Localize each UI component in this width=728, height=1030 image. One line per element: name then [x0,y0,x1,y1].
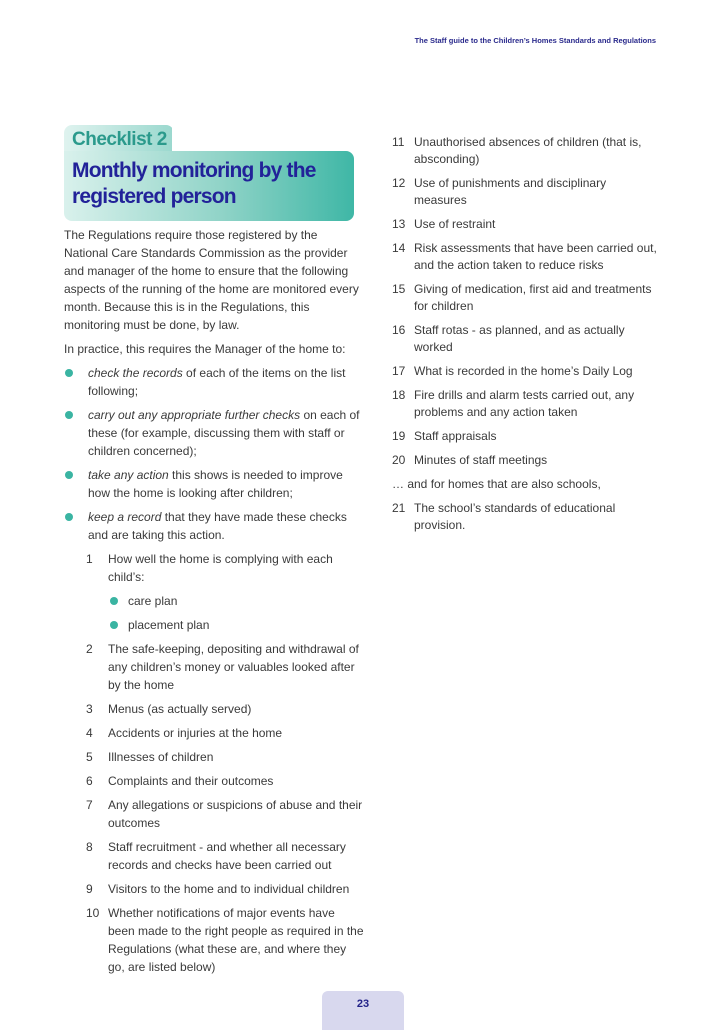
checklist-item: 9 Visitors to the home and to individual children [86,882,350,896]
checklist-item: 13 Use of restraint [392,217,496,231]
bullet-dot-icon [110,621,118,629]
checklist-banner [64,125,354,221]
duty-item: check the records of each of the items on the list following; [64,364,364,400]
checklist-item: 12 Use of punishments and disciplinary measures [392,176,607,207]
checklist-item: 2 The safe-keeping, depositing and withdrawal of any children’s money or valuables looked after by the home [86,642,359,692]
sub-item: placement plan [64,616,364,634]
bullet-dot-icon [65,513,73,521]
checklist-item: 14 Risk assessments that have been carried out, and the action taken to reduce risks [392,241,657,272]
intro-lead: In practice, this requires the Manager of the home to: [64,342,346,356]
checklist-item: 19 Staff appraisals [392,429,497,443]
right-column [392,134,662,541]
checklist-item: 20 Minutes of staff meetings [392,453,548,467]
bullet-dot-icon [110,597,118,605]
bullet-dot-icon [65,471,73,479]
checklist-item: 15 Giving of medication, first aid and treatments for children [392,282,652,313]
checklist-title: Monthly monitoring by the registered person [72,159,316,208]
checklist-item: 1 How well the home is complying with each child’s: [86,552,333,584]
running-header: The Staff guide to the Children’s Homes Standards and Regulations [414,36,656,45]
checklist-item: 18 Fire drills and alarm tests carried out, any problems and any action taken [392,388,635,419]
checklist-item: 5 Illnesses of children [86,750,214,764]
checklist-item: 4 Accidents or injuries at the home [86,726,283,740]
checklist-item: 16 Staff rotas - as planned, and as actually worked [392,323,625,354]
checklist-item: 21 The school’s standards of educational provision. [392,501,616,532]
checklist-item: 17 What is recorded in the home’s Daily Log [392,364,633,378]
checklist-item: 6 Complaints and their outcomes [86,774,274,788]
checklist-item: 8 Staff recruitment - and whether all necessary records and checks have been carried out [86,840,346,872]
schools-note: … and for homes that are also schools, [392,477,601,491]
bullet-dot-icon [65,411,73,419]
duty-item: take any action this shows is needed to improve how the home is looking after children; [64,466,364,502]
duty-item: carry out any appropriate further checks on each of these (for example, discussing them with staff or children concerned); [64,406,364,460]
checklist-item: 3 Menus (as actually served) [86,702,252,716]
left-column [64,226,364,982]
page-number: 23 [322,991,404,1030]
checklist-item: 7 Any allegations or suspicions of abuse and their outcomes [86,798,363,830]
checklist-item: 11 Unauthorised absences of children (that is, absconding) [392,135,642,166]
checklist-item: 10 Whether notifications of major events have been made to the right people as required in the Regulations (what these are, and where they go, are listed below) [86,906,364,974]
duty-item: keep a record that they have made these checks and are taking this action. [64,508,364,544]
intro-paragraph: The Regulations require those registered by the National Care Standards Commission as the provider and manager of the home to ensure that the following aspects of the running of the home are monitored every month. Because this is in the Regulations, this monitoring must be done, by law. [64,228,359,332]
bullet-dot-icon [65,369,73,377]
checklist-label: Checklist 2 [72,129,167,150]
sub-item: care plan [64,592,364,610]
